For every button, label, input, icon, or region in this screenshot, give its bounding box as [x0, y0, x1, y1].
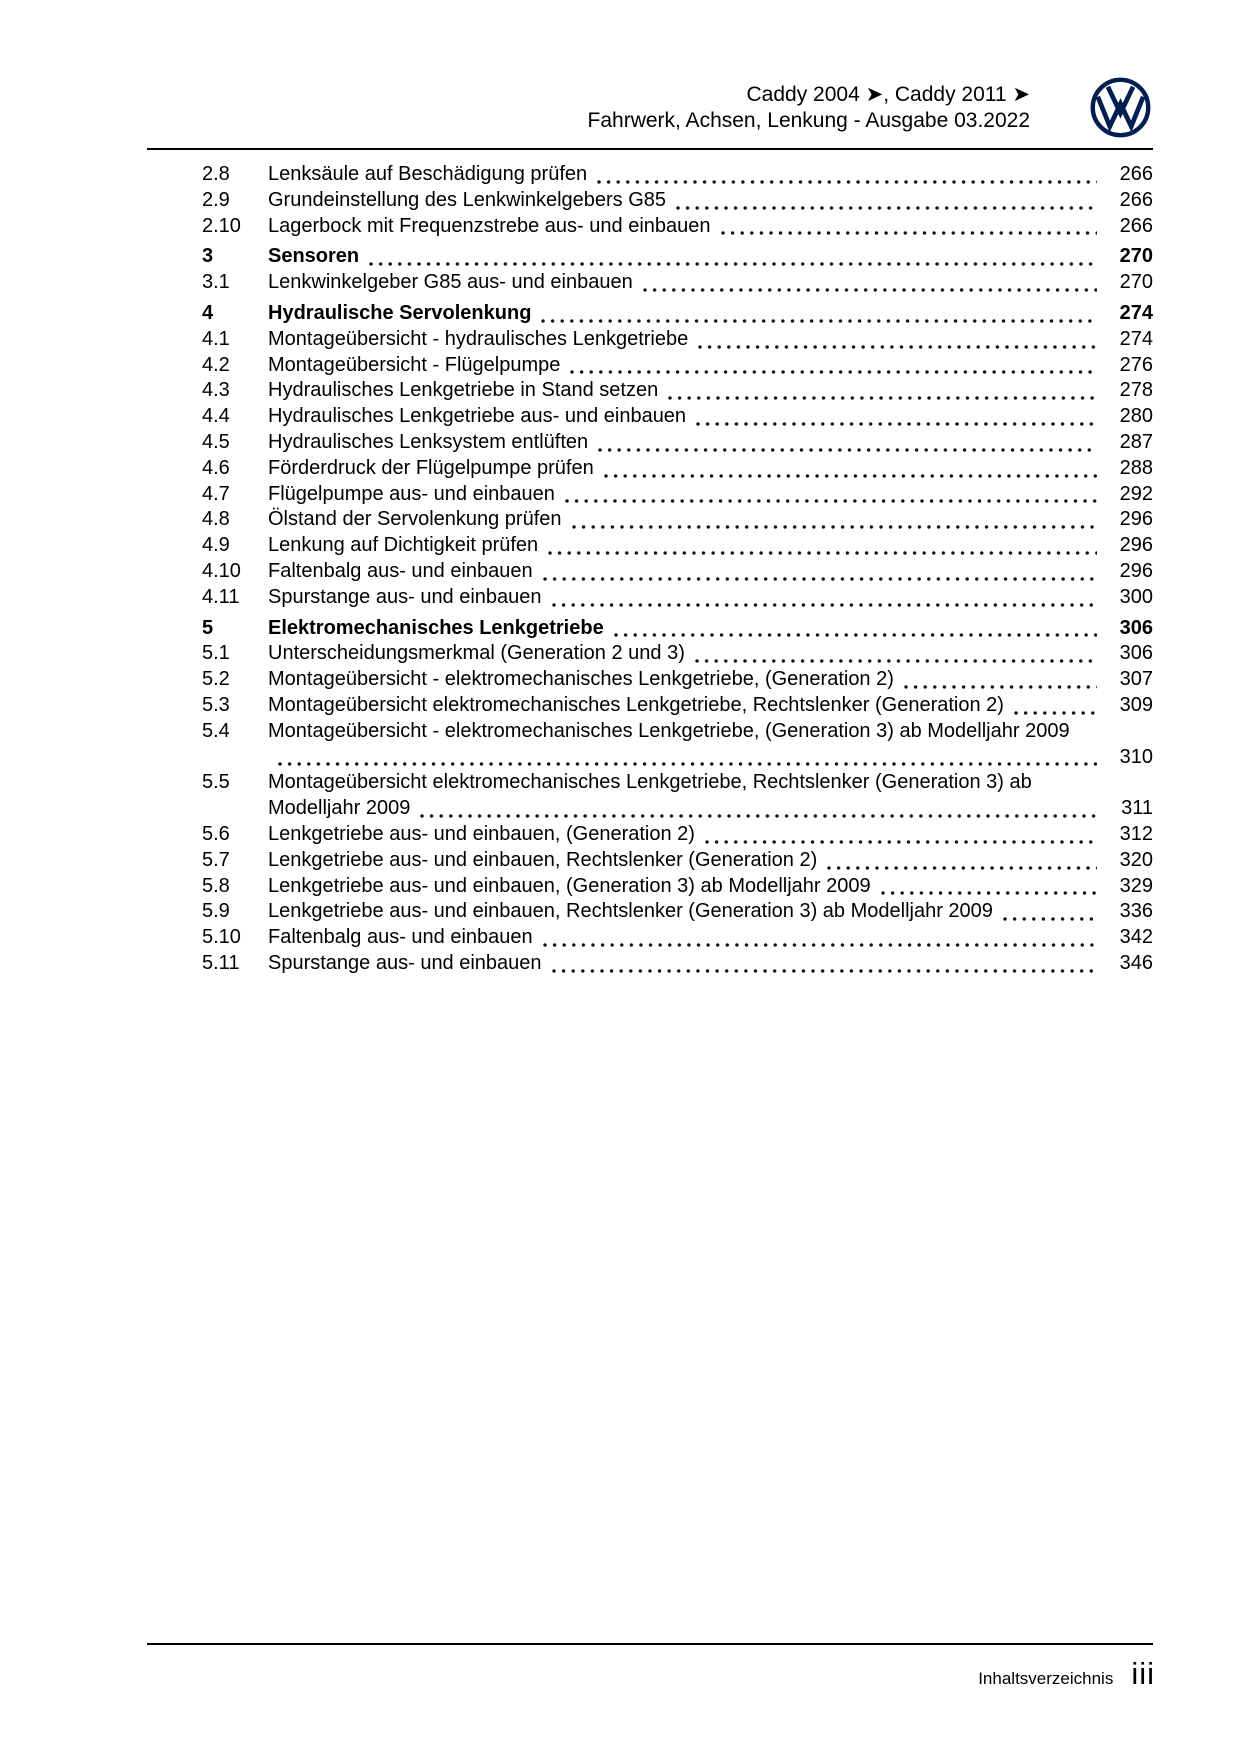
- toc-entry-number: 4.6: [202, 456, 230, 479]
- toc-entry-title: Förderdruck der Flügelpumpe prüfen: [268, 456, 594, 479]
- toc-entry-page: 270: [1119, 271, 1153, 294]
- toc-row: [147, 770, 1153, 822]
- dot-leader: [369, 262, 1097, 266]
- toc-entry-title: Montageübersicht elektromechanisches Lenkgetriebe, Rechtslenker (Generation 2): [268, 693, 1004, 716]
- toc-entry-title-line: Montageübersicht - elektromechanisches Lenkgetriebe, (Generation 3) ab Modelljahr 2009: [268, 719, 1070, 742]
- dot-leader: [572, 525, 1097, 529]
- toc-entry-title: Lenksäule auf Beschädigung prüfen: [268, 163, 588, 185]
- toc-entry-page: 346: [1119, 951, 1153, 974]
- dot-leader: [278, 762, 1097, 766]
- toc-entry-line: [268, 378, 1153, 404]
- toc-entry-title: Unterscheidungsmerkmal (Generation 2 und 3): [268, 642, 685, 665]
- toc-row: [147, 693, 1153, 719]
- toc-entry-line: [268, 641, 1153, 667]
- toc-entry-number: 5.7: [202, 848, 230, 871]
- dot-leader: [1003, 917, 1097, 921]
- toc-entry-number: 5.5: [202, 771, 230, 794]
- toc-entry-number: 4: [202, 301, 214, 324]
- toc-entry-title: Sensoren: [268, 245, 360, 268]
- toc-entry: [268, 404, 1153, 430]
- dot-leader: [552, 603, 1097, 607]
- toc-entry: [268, 848, 1153, 874]
- header-model-line: Caddy 2004 ➤, Caddy 2011 ➤: [746, 83, 1030, 106]
- dot-leader: [668, 396, 1097, 400]
- toc-entry-line: [268, 301, 1153, 327]
- toc-entry: [268, 456, 1153, 482]
- toc-entry-number: 4.10: [202, 559, 241, 582]
- footer-divider: [147, 1643, 1153, 1645]
- toc-entry-line: [268, 507, 1153, 533]
- toc-entry: [268, 301, 1153, 327]
- toc-entry-number: 3.1: [202, 271, 230, 294]
- dot-leader: [543, 943, 1097, 947]
- toc-entry-number: 4.7: [202, 482, 230, 505]
- table-of-contents: [147, 162, 1153, 977]
- toc-entry-line: [268, 214, 1153, 240]
- toc-entry-page: 288: [1119, 456, 1153, 479]
- header-divider: [147, 148, 1153, 150]
- toc-entry: [268, 822, 1153, 848]
- vw-logo-icon: [1089, 76, 1152, 139]
- toc-entry-page: 336: [1119, 900, 1153, 923]
- toc-entry-line: [268, 899, 1153, 925]
- dot-leader: [565, 499, 1097, 503]
- toc-entry-number: 4.2: [202, 353, 230, 376]
- toc-entry-page: 292: [1119, 482, 1153, 505]
- toc-entry: [268, 559, 1153, 585]
- toc-entry-number: 5.6: [202, 822, 230, 845]
- toc-entry-number: 5.1: [202, 642, 230, 665]
- dot-leader: [570, 370, 1097, 374]
- toc-row: [147, 327, 1153, 353]
- toc-entry-number: 4.4: [202, 405, 230, 428]
- toc-entry-page: 300: [1119, 585, 1153, 608]
- header-subtitle: Fahrwerk, Achsen, Lenkung - Ausgabe 03.2022: [587, 109, 1030, 132]
- toc-row: [147, 951, 1153, 977]
- toc-entry: [268, 507, 1153, 533]
- toc-entry-line: [268, 327, 1153, 353]
- toc-row: [147, 353, 1153, 379]
- toc-row: [147, 848, 1153, 874]
- toc-entry: [268, 899, 1153, 925]
- dot-leader: [904, 685, 1097, 689]
- toc-entry-number: 5.9: [202, 900, 230, 923]
- dot-leader: [420, 814, 1097, 818]
- toc-entry-page: 266: [1119, 163, 1153, 185]
- dot-leader: [827, 866, 1097, 870]
- toc-entry: [268, 667, 1153, 693]
- toc-entry-line: [268, 456, 1153, 482]
- toc-entry-title: Spurstange aus- und einbauen: [268, 951, 542, 974]
- dot-leader: [721, 231, 1098, 235]
- toc-entry-line: [268, 482, 1153, 508]
- dot-leader: [698, 345, 1097, 349]
- toc-entry-title-line: Montageübersicht elektromechanisches Lenkgetriebe, Rechtslenker (Generation 3) ab: [268, 771, 1032, 794]
- dot-leader: [881, 891, 1097, 895]
- toc-entry-line: [268, 874, 1153, 900]
- toc-entry-title: Hydraulisches Lenkgetriebe in Stand setzen: [268, 379, 659, 402]
- toc-entry-number: 4.1: [202, 327, 230, 350]
- toc-entry: [268, 925, 1153, 951]
- toc-entry-line: [268, 188, 1153, 214]
- toc-entry-number: 5.2: [202, 668, 230, 691]
- dot-leader: [696, 422, 1097, 426]
- toc-entry: [268, 693, 1153, 719]
- toc-entry-title: Lenkung auf Dichtigkeit prüfen: [268, 534, 539, 557]
- toc-entry: [268, 616, 1153, 642]
- toc-entry-line: [268, 616, 1153, 642]
- toc-row: [147, 214, 1153, 240]
- toc-entry-line: [268, 745, 1153, 771]
- toc-entry-number: 4.8: [202, 508, 230, 531]
- toc-entry-number: 5.11: [202, 951, 240, 974]
- toc-entry-line: [268, 244, 1153, 270]
- toc-entry-line: [268, 559, 1153, 585]
- toc-entry-number: 4.11: [202, 585, 240, 608]
- page-header: [588, 82, 1030, 134]
- dot-leader: [541, 319, 1097, 323]
- footer-page-number: iii: [1131, 1656, 1155, 1691]
- toc-entry: [268, 430, 1153, 456]
- toc-entry-number: 2.8: [202, 163, 230, 185]
- toc-row: [147, 270, 1153, 296]
- toc-entry-page: 342: [1119, 926, 1153, 949]
- toc-entry-line: [268, 404, 1153, 430]
- toc-row: [147, 533, 1153, 559]
- toc-row: [147, 667, 1153, 693]
- toc-entry-page: 278: [1119, 379, 1153, 402]
- toc-entry-title: Lagerbock mit Frequenzstrebe aus- und einbauen: [268, 214, 711, 237]
- dot-leader: [614, 633, 1097, 637]
- toc-entry-title: Lenkgetriebe aus- und einbauen, (Generation 3) ab Modelljahr 2009: [268, 874, 871, 897]
- toc-entry-page: 320: [1119, 848, 1153, 871]
- toc-row: [147, 719, 1153, 771]
- toc-entry-page: 296: [1119, 508, 1153, 531]
- footer-section-label: Inhaltsverzeichnis: [978, 1669, 1114, 1688]
- toc-entry-number: 5.4: [202, 719, 230, 742]
- toc-entry-title: Grundeinstellung des Lenkwinkelgebers G85: [268, 188, 667, 211]
- toc-entry: [268, 874, 1153, 900]
- toc-row: [147, 404, 1153, 430]
- toc-entry-line: [268, 848, 1153, 874]
- toc-entry-line: [268, 951, 1153, 977]
- toc-entry: [268, 951, 1153, 977]
- toc-row: [147, 507, 1153, 533]
- toc-entry-line: [268, 353, 1153, 379]
- toc-row: [147, 301, 1153, 327]
- toc-entry-number: 4.9: [202, 534, 230, 557]
- toc-entry: [268, 353, 1153, 379]
- dot-leader: [543, 577, 1097, 581]
- dot-leader: [597, 180, 1097, 184]
- toc-entry-title: Lenkgetriebe aus- und einbauen, Rechtslenker (Generation 3) ab Modelljahr 2009: [268, 900, 993, 923]
- toc-row: [147, 188, 1153, 214]
- toc-entry-page: 266: [1119, 188, 1153, 211]
- toc-entry-number: 2.9: [202, 188, 230, 211]
- toc-entry-page: 329: [1119, 874, 1153, 897]
- toc-entry-page: 296: [1119, 534, 1153, 557]
- toc-row: [147, 616, 1153, 642]
- toc-entry-page: 287: [1119, 430, 1153, 453]
- toc-entry-line: [268, 162, 1153, 188]
- dot-leader: [1014, 711, 1097, 715]
- toc-row: [147, 482, 1153, 508]
- toc-entry-line: [268, 585, 1153, 611]
- dot-leader: [548, 551, 1097, 555]
- toc-entry-page: 312: [1119, 822, 1153, 845]
- toc-entry-line: [268, 533, 1153, 559]
- dot-leader: [643, 288, 1097, 292]
- toc-entry-page: 280: [1119, 405, 1153, 428]
- toc-entry-title: Modelljahr 2009: [268, 797, 411, 820]
- toc-row: [147, 456, 1153, 482]
- toc-entry-title: Lenkgetriebe aus- und einbauen, Rechtslenker (Generation 2): [268, 848, 818, 871]
- toc-entry-title: Faltenbalg aus- und einbauen: [268, 926, 533, 949]
- toc-row: [147, 874, 1153, 900]
- toc-entry-page: 276: [1119, 353, 1153, 376]
- toc-entry-title: Lenkwinkelgeber G85 aus- und einbauen: [268, 271, 633, 294]
- toc-entry: [268, 214, 1153, 240]
- toc-entry-page: 274: [1119, 301, 1153, 324]
- toc-entry: [268, 533, 1153, 559]
- toc-row: [147, 899, 1153, 925]
- toc-entry-line: [268, 270, 1153, 296]
- toc-entry-number: 5.8: [202, 874, 230, 897]
- dot-leader: [604, 474, 1097, 478]
- toc-entry-page: 306: [1119, 642, 1153, 665]
- toc-entry: [268, 244, 1153, 270]
- toc-entry-title: Hydraulisches Lenkgetriebe aus- und einbauen: [268, 405, 687, 428]
- toc-entry-title: Montageübersicht - elektromechanisches Lenkgetriebe, (Generation 2): [268, 668, 894, 691]
- dot-leader: [676, 206, 1097, 210]
- toc-entry: [268, 270, 1153, 296]
- toc-entry-title: Lenkgetriebe aus- und einbauen, (Generation 2): [268, 822, 695, 845]
- toc-entry-title: Montageübersicht - hydraulisches Lenkgetriebe: [268, 327, 689, 350]
- toc-entry-page: 307: [1119, 668, 1153, 691]
- toc-row: [147, 641, 1153, 667]
- toc-entry-title: Elektromechanisches Lenkgetriebe: [268, 616, 604, 639]
- toc-entry-number: 5.10: [202, 926, 241, 949]
- toc-entry: [268, 378, 1153, 404]
- toc-entry-title: Hydraulisches Lenksystem entlüften: [268, 430, 589, 453]
- toc-entry-title: Flügelpumpe aus- und einbauen: [268, 482, 555, 505]
- toc-entry: [268, 641, 1153, 667]
- toc-entry-page: 266: [1119, 214, 1153, 237]
- dot-leader: [705, 840, 1097, 844]
- toc-entry-title: Ölstand der Servolenkung prüfen: [268, 508, 562, 531]
- toc-entry-number: 5: [202, 616, 214, 639]
- toc-entry-line: [268, 430, 1153, 456]
- toc-row: [147, 244, 1153, 270]
- toc-row: [147, 822, 1153, 848]
- toc-row: [147, 559, 1153, 585]
- toc-entry: [268, 585, 1153, 611]
- toc-entry-page: 310: [1119, 745, 1153, 768]
- page-footer: [978, 1656, 1155, 1692]
- toc-entry-number: 4.5: [202, 430, 230, 453]
- toc-entry-number: 5.3: [202, 693, 230, 716]
- toc-entry-page: 296: [1119, 559, 1153, 582]
- toc-entry-line: [268, 925, 1153, 951]
- toc-entry-title: Hydraulische Servolenkung: [268, 301, 532, 324]
- toc-entry-page: 274: [1119, 327, 1153, 350]
- toc-entry-number: 2.10: [202, 214, 241, 237]
- toc-entry-line: [268, 693, 1153, 719]
- dot-leader: [598, 448, 1097, 452]
- dot-leader: [695, 659, 1097, 663]
- toc-entry-page: 306: [1119, 616, 1153, 639]
- toc-entry-line: [268, 822, 1153, 848]
- toc-entry: [268, 482, 1153, 508]
- toc-entry-title: Spurstange aus- und einbauen: [268, 585, 542, 608]
- toc-row: [147, 585, 1153, 611]
- toc-entry-page: 311: [1121, 797, 1153, 820]
- toc-row: [147, 925, 1153, 951]
- toc-entry: [268, 770, 1153, 822]
- toc-entry: [268, 327, 1153, 353]
- toc-entry-number: 4.3: [202, 379, 230, 402]
- toc-row: [147, 430, 1153, 456]
- toc-entry-line: [268, 667, 1153, 693]
- toc-row: [147, 378, 1153, 404]
- toc-entry-line: [268, 796, 1153, 822]
- toc-entry: [268, 162, 1153, 188]
- toc-entry-page: 270: [1119, 245, 1153, 268]
- toc-entry-number: 3: [202, 245, 214, 268]
- toc-row: [147, 162, 1153, 188]
- toc-entry-page: 309: [1119, 693, 1153, 716]
- dot-leader: [552, 969, 1097, 973]
- toc-entry-title: Montageübersicht - Flügelpumpe: [268, 353, 561, 376]
- toc-entry-title: Faltenbalg aus- und einbauen: [268, 559, 533, 582]
- toc-entry: [268, 719, 1153, 771]
- toc-entry: [268, 188, 1153, 214]
